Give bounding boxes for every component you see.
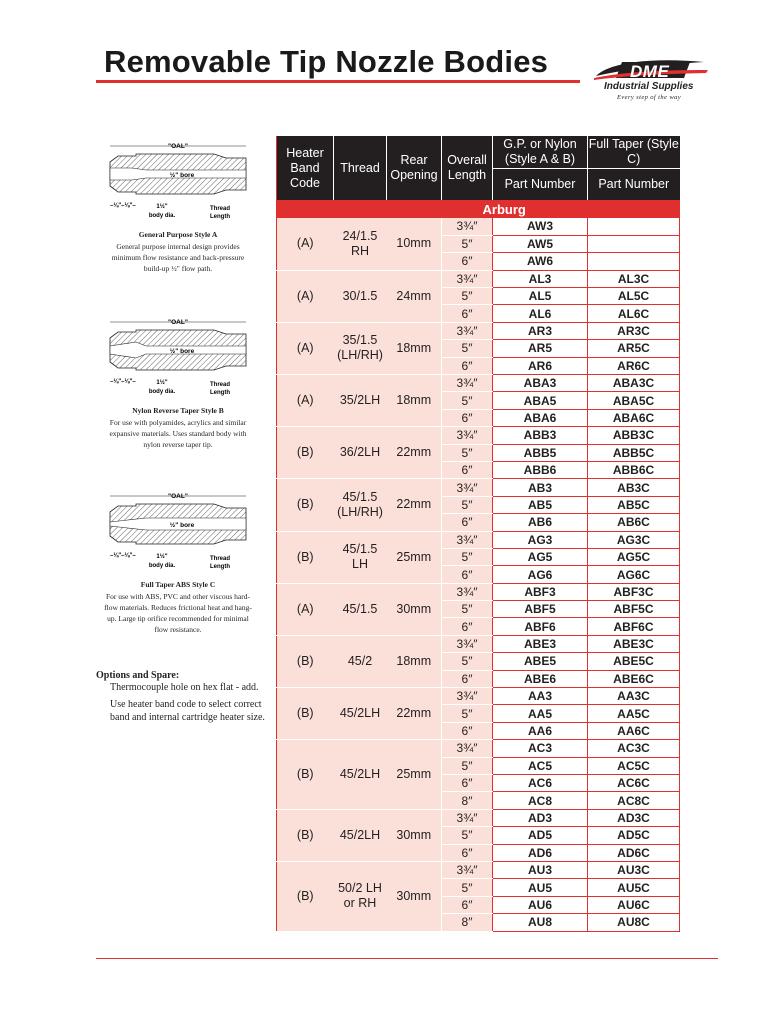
overall-length: 3¾″ bbox=[442, 322, 493, 339]
part-number-taper: ABA6C bbox=[588, 409, 680, 426]
figure-caption: General Purpose Style A bbox=[138, 230, 218, 239]
overall-length: 3¾″ bbox=[442, 583, 493, 600]
part-number-taper: AL5C bbox=[588, 288, 680, 305]
overall-length: 5″ bbox=[442, 653, 493, 670]
heater-band-code: (A) bbox=[277, 375, 334, 427]
svg-text:"OAL": "OAL" bbox=[168, 319, 188, 326]
part-number-taper: AA3C bbox=[588, 688, 680, 705]
part-number-gp: AG3 bbox=[493, 531, 588, 548]
part-number-gp: AU3 bbox=[493, 861, 588, 878]
part-number-taper: AG5C bbox=[588, 548, 680, 565]
page-title: Removable Tip Nozzle Bodies bbox=[104, 44, 549, 79]
heater-band-code: (A) bbox=[277, 322, 334, 374]
part-number-gp: AC5 bbox=[493, 757, 588, 774]
table-row bbox=[277, 809, 680, 826]
overall-length: 3¾″ bbox=[442, 270, 493, 287]
rear-opening: 25mm bbox=[387, 740, 442, 810]
overall-length: 5″ bbox=[442, 288, 493, 305]
header-part-number: Part Number bbox=[493, 168, 588, 200]
part-number-taper: AB6C bbox=[588, 514, 680, 531]
part-number-gp: AC6 bbox=[493, 775, 588, 792]
rear-opening: 24mm bbox=[387, 270, 442, 322]
part-number-gp: ABB5 bbox=[493, 444, 588, 461]
part-number-gp: ABF3 bbox=[493, 583, 588, 600]
part-number-gp: ABE3 bbox=[493, 635, 588, 652]
part-number-gp: ABA6 bbox=[493, 409, 588, 426]
heater-band-code: (B) bbox=[277, 740, 334, 810]
header-heater-band-code: Heater Band Code bbox=[277, 136, 334, 200]
overall-length: 5″ bbox=[442, 757, 493, 774]
overall-length: 6″ bbox=[442, 722, 493, 739]
table-row bbox=[277, 861, 680, 878]
svg-text:"OAL": "OAL" bbox=[168, 493, 188, 500]
part-number-gp: AW3 bbox=[493, 218, 588, 235]
table-row bbox=[277, 688, 680, 705]
heater-band-code: (B) bbox=[277, 809, 334, 861]
part-number-taper: AR3C bbox=[588, 322, 680, 339]
part-number-taper: AU3C bbox=[588, 861, 680, 878]
overall-length: 3¾″ bbox=[442, 427, 493, 444]
figure-style-c bbox=[96, 486, 260, 635]
part-number-taper: AD5C bbox=[588, 827, 680, 844]
part-number-gp: AR3 bbox=[493, 322, 588, 339]
heater-band-code: (B) bbox=[277, 531, 334, 583]
part-number-gp: AL6 bbox=[493, 305, 588, 322]
nozzle-drawing-c-icon bbox=[96, 486, 260, 576]
nozzle-drawing-b-icon bbox=[96, 312, 260, 402]
table-row bbox=[277, 635, 680, 652]
overall-length: 6″ bbox=[442, 775, 493, 792]
part-number-taper bbox=[588, 218, 680, 235]
figure-style-a bbox=[96, 136, 260, 274]
part-number-gp: AG6 bbox=[493, 566, 588, 583]
part-number-gp: AU5 bbox=[493, 879, 588, 896]
part-number-taper: AG6C bbox=[588, 566, 680, 583]
part-number-gp: AD3 bbox=[493, 809, 588, 826]
part-number-gp: AG5 bbox=[493, 548, 588, 565]
part-number-taper: AA6C bbox=[588, 722, 680, 739]
overall-length: 6″ bbox=[442, 618, 493, 635]
table-row bbox=[277, 375, 680, 392]
overall-length: 3¾″ bbox=[442, 809, 493, 826]
part-number-gp: AA5 bbox=[493, 705, 588, 722]
svg-text:Thread: Thread bbox=[209, 206, 231, 212]
table-row bbox=[277, 583, 680, 600]
part-number-taper: AC6C bbox=[588, 775, 680, 792]
part-number-gp: ABF5 bbox=[493, 601, 588, 618]
header-thread: Thread bbox=[334, 136, 387, 200]
thread-spec: 35/2LH bbox=[334, 375, 387, 427]
options-item: Use heater band code to select correct band and internal cartridge heater size. bbox=[110, 698, 265, 723]
part-number-taper: AC8C bbox=[588, 792, 680, 809]
part-number-taper: ABB5C bbox=[588, 444, 680, 461]
part-number-taper: AU8C bbox=[588, 914, 680, 931]
svg-text:½" bore: ½" bore bbox=[169, 522, 195, 529]
overall-length: 5″ bbox=[442, 235, 493, 252]
heater-band-code: (A) bbox=[277, 270, 334, 322]
part-number-taper: AU5C bbox=[588, 879, 680, 896]
footer-rule bbox=[96, 958, 718, 959]
part-number-gp: AL5 bbox=[493, 288, 588, 305]
overall-length: 3¾″ bbox=[442, 740, 493, 757]
overall-length: 6″ bbox=[442, 844, 493, 861]
part-number-gp: AD5 bbox=[493, 827, 588, 844]
part-number-gp: AU8 bbox=[493, 914, 588, 931]
thread-spec: 45/1.5 LH bbox=[334, 531, 387, 583]
part-number-taper: ABE6C bbox=[588, 670, 680, 687]
figure-caption: Nylon Reverse Taper Style B bbox=[132, 406, 224, 415]
thread-spec: 45/1.5 bbox=[334, 583, 387, 635]
part-number-gp: ABF6 bbox=[493, 618, 588, 635]
overall-length: 6″ bbox=[442, 566, 493, 583]
part-number-gp: AU6 bbox=[493, 896, 588, 913]
overall-length: 3¾″ bbox=[442, 688, 493, 705]
part-number-taper: ABA3C bbox=[588, 375, 680, 392]
heater-band-code: (A) bbox=[277, 218, 334, 270]
table-row bbox=[277, 740, 680, 757]
thread-spec: 36/2LH bbox=[334, 427, 387, 479]
part-number-taper: AL6C bbox=[588, 305, 680, 322]
part-number-gp: AB3 bbox=[493, 479, 588, 496]
table-row bbox=[277, 479, 680, 496]
svg-text:Thread: Thread bbox=[209, 556, 231, 562]
svg-text:Length: Length bbox=[210, 390, 230, 396]
overall-length: 3¾″ bbox=[442, 375, 493, 392]
part-number-taper: AB5C bbox=[588, 496, 680, 513]
oal-label: "OAL" bbox=[168, 143, 188, 150]
overall-length: 5″ bbox=[442, 496, 493, 513]
rear-opening: 30mm bbox=[387, 809, 442, 861]
svg-text:Thread: Thread bbox=[209, 382, 231, 388]
part-number-taper: AD6C bbox=[588, 844, 680, 861]
overall-length: 3¾″ bbox=[442, 218, 493, 235]
logo-subtitle: Industrial Supplies bbox=[604, 81, 694, 92]
part-number-gp: AL3 bbox=[493, 270, 588, 287]
rear-opening: 22mm bbox=[387, 427, 442, 479]
options-block bbox=[96, 670, 266, 728]
heater-band-code: (A) bbox=[277, 583, 334, 635]
part-number-gp: AD6 bbox=[493, 844, 588, 861]
options-item: Thermocouple hole on hex flat - add. bbox=[110, 682, 259, 693]
overall-length: 5″ bbox=[442, 340, 493, 357]
svg-text:body dia.: body dia. bbox=[148, 563, 176, 569]
figure-description: General purpose internal design provides minimum flow resistance and back-pressure build-up ½" flow path. bbox=[111, 242, 245, 273]
overall-length: 6″ bbox=[442, 409, 493, 426]
table-row bbox=[277, 322, 680, 339]
overall-length: 5″ bbox=[442, 601, 493, 618]
overall-length: 5″ bbox=[442, 548, 493, 565]
part-number-gp: AC8 bbox=[493, 792, 588, 809]
thread-spec: 45/2LH bbox=[334, 809, 387, 861]
part-number-gp: AB5 bbox=[493, 496, 588, 513]
section-label-arburg: Arburg bbox=[482, 201, 526, 217]
svg-text:–⅛"–⅛"–: –⅛"–⅛"– bbox=[110, 553, 136, 559]
part-number-gp: AA6 bbox=[493, 722, 588, 739]
part-number-taper: AD3C bbox=[588, 809, 680, 826]
part-number-taper: AG3C bbox=[588, 531, 680, 548]
part-number-taper: AR5C bbox=[588, 340, 680, 357]
header-rear-opening: Rear Opening bbox=[387, 136, 442, 200]
rear-opening: 18mm bbox=[387, 375, 442, 427]
svg-text:½" bore: ½" bore bbox=[169, 348, 195, 355]
title-rule bbox=[96, 80, 580, 83]
part-number-taper: ABE5C bbox=[588, 653, 680, 670]
table-row bbox=[277, 531, 680, 548]
figure-description: For use with polyamides, acrylics and similar expansive materials. Uses standard body with nylon reverse taper tip. bbox=[109, 418, 247, 449]
part-number-gp: ABB6 bbox=[493, 461, 588, 478]
part-number-taper: ABB3C bbox=[588, 427, 680, 444]
part-number-gp: ABB3 bbox=[493, 427, 588, 444]
svg-text:body dia.: body dia. bbox=[148, 389, 176, 395]
rear-opening: 18mm bbox=[387, 322, 442, 374]
dme-logo bbox=[592, 56, 712, 104]
header-overall-length: Overall Length bbox=[442, 136, 493, 200]
overall-length: 5″ bbox=[442, 444, 493, 461]
overall-length: 6″ bbox=[442, 357, 493, 374]
thread-spec: 24/1.5 RH bbox=[334, 218, 387, 270]
part-number-gp: ABA3 bbox=[493, 375, 588, 392]
part-number-taper: AA5C bbox=[588, 705, 680, 722]
heater-band-code: (B) bbox=[277, 861, 334, 931]
options-heading: Options and Spare: bbox=[96, 670, 180, 681]
part-number-taper: ABF5C bbox=[588, 601, 680, 618]
part-number-gp: AR6 bbox=[493, 357, 588, 374]
svg-text:Length: Length bbox=[210, 214, 230, 220]
rear-opening: 25mm bbox=[387, 531, 442, 583]
part-number-taper: AR6C bbox=[588, 357, 680, 374]
overall-length: 5″ bbox=[442, 392, 493, 409]
overall-length: 3¾″ bbox=[442, 479, 493, 496]
part-number-taper: ABB6C bbox=[588, 461, 680, 478]
thread-spec: 50/2 LH or RH bbox=[334, 861, 387, 931]
part-number-gp: AW6 bbox=[493, 253, 588, 270]
part-number-gp: AA3 bbox=[493, 688, 588, 705]
overall-length: 3¾″ bbox=[442, 531, 493, 548]
part-number-taper: AC5C bbox=[588, 757, 680, 774]
overall-length: 3¾″ bbox=[442, 861, 493, 878]
svg-text:body dia.: body dia. bbox=[148, 213, 176, 219]
overall-length: 6″ bbox=[442, 461, 493, 478]
overall-length: 5″ bbox=[442, 827, 493, 844]
rear-opening: 22mm bbox=[387, 688, 442, 740]
svg-text:Length: Length bbox=[210, 564, 230, 570]
table-row bbox=[277, 427, 680, 444]
svg-text:1½": 1½" bbox=[156, 554, 168, 560]
figure-style-b bbox=[96, 312, 260, 450]
header-part-number: Part Number bbox=[588, 168, 680, 200]
dims-label: –⅛"–⅛"– bbox=[110, 203, 136, 209]
table-row bbox=[277, 270, 680, 287]
part-number-taper: ABF6C bbox=[588, 618, 680, 635]
rear-opening: 22mm bbox=[387, 479, 442, 531]
nozzle-spec-table bbox=[276, 136, 680, 932]
part-number-taper: AL3C bbox=[588, 270, 680, 287]
rear-opening: 30mm bbox=[387, 861, 442, 931]
part-number-taper bbox=[588, 235, 680, 252]
svg-text:–⅛"–⅛"–: –⅛"–⅛"– bbox=[110, 379, 136, 385]
part-number-taper: AC3C bbox=[588, 740, 680, 757]
part-number-gp: AC3 bbox=[493, 740, 588, 757]
heater-band-code: (B) bbox=[277, 688, 334, 740]
overall-length: 6″ bbox=[442, 253, 493, 270]
thread-spec: 35/1.5 (LH/RH) bbox=[334, 322, 387, 374]
part-number-gp: AW5 bbox=[493, 235, 588, 252]
overall-length: 6″ bbox=[442, 305, 493, 322]
rear-opening: 30mm bbox=[387, 583, 442, 635]
nozzle-drawing-a-icon bbox=[96, 136, 260, 226]
thread-spec: 45/2LH bbox=[334, 688, 387, 740]
heater-band-code: (B) bbox=[277, 427, 334, 479]
header-gp-nylon: G.P. or Nylon (Style A & B) bbox=[493, 136, 588, 168]
part-number-gp: AB6 bbox=[493, 514, 588, 531]
part-number-gp: ABE6 bbox=[493, 670, 588, 687]
heater-band-code: (B) bbox=[277, 479, 334, 531]
overall-length: 5″ bbox=[442, 705, 493, 722]
svg-text:1½": 1½" bbox=[156, 204, 168, 210]
part-number-gp: ABE5 bbox=[493, 653, 588, 670]
part-number-taper: AB3C bbox=[588, 479, 680, 496]
overall-length: 8″ bbox=[442, 792, 493, 809]
svg-text:1½": 1½" bbox=[156, 380, 168, 386]
overall-length: 5″ bbox=[442, 879, 493, 896]
logo-wordmark: DME bbox=[630, 62, 670, 81]
bore-label: ½" bore bbox=[169, 172, 195, 179]
thread-spec: 45/2 bbox=[334, 635, 387, 687]
figure-caption: Full Taper ABS Style C bbox=[140, 580, 216, 589]
header-full-taper: Full Taper (Style C) bbox=[588, 136, 680, 168]
overall-length: 8″ bbox=[442, 914, 493, 931]
thread-spec: 45/2LH bbox=[334, 740, 387, 810]
part-number-taper: ABE3C bbox=[588, 635, 680, 652]
part-number-taper bbox=[588, 253, 680, 270]
rear-opening: 10mm bbox=[387, 218, 442, 270]
thread-spec: 45/1.5 (LH/RH) bbox=[334, 479, 387, 531]
rear-opening: 18mm bbox=[387, 635, 442, 687]
heater-band-code: (B) bbox=[277, 635, 334, 687]
logo-tagline: Every step of the way bbox=[617, 94, 681, 101]
thread-spec: 30/1.5 bbox=[334, 270, 387, 322]
part-number-taper: ABF3C bbox=[588, 583, 680, 600]
figure-description: For use with ABS, PVC and other viscous hard-flow materials. Reduces frictional heat and hang-up. Large tip orifice recommended for minimal flow resistance. bbox=[104, 592, 252, 634]
part-number-gp: AR5 bbox=[493, 340, 588, 357]
overall-length: 3¾″ bbox=[442, 635, 493, 652]
overall-length: 6″ bbox=[442, 896, 493, 913]
part-number-gp: ABA5 bbox=[493, 392, 588, 409]
part-number-taper: AU6C bbox=[588, 896, 680, 913]
table-row bbox=[277, 218, 680, 235]
overall-length: 6″ bbox=[442, 670, 493, 687]
part-number-taper: ABA5C bbox=[588, 392, 680, 409]
overall-length: 6″ bbox=[442, 514, 493, 531]
